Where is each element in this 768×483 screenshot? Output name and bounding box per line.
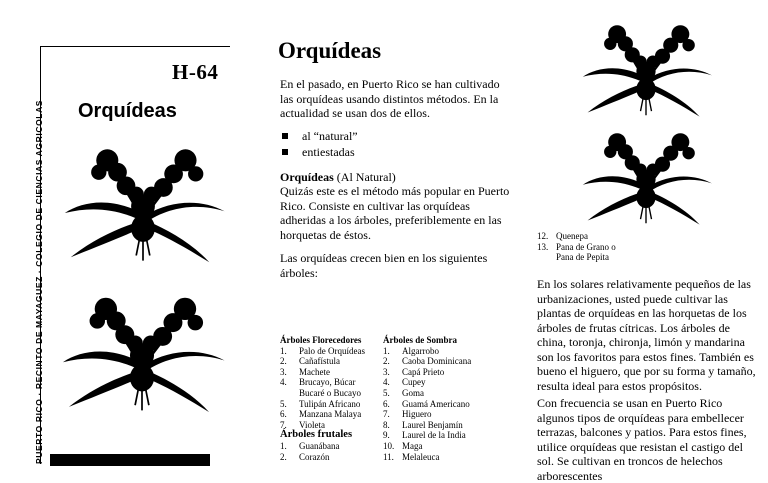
intro-paragraph: En el pasado, en Puerto Rico se han cultivado las orquídeas usando distintos métodos. En la actualidad se usan dos de ellos. [280,77,500,120]
list-heading: Árboles de Sombra [383,335,457,345]
list-item: entiestadas [282,144,358,160]
list-heading: Árboles Florecedores [280,335,362,345]
list-item: 1. Guanábana [280,440,340,451]
list-item: 5. Tulipán Africano [280,398,361,409]
list-item: 9. Laurel de la India [383,430,466,441]
methods-list [282,128,358,160]
list-item: 3. Machete [280,366,330,377]
cover-title: Orquídeas [78,100,177,122]
fruit-trees-list-continued [537,231,616,263]
list-item: 6. Guamá Americano [383,398,470,409]
terraces-paragraph: Con frecuencia se usan en Puerto Rico algunos tipos de orquídeas para embellecer terrazas, balcones y patios. Para estos fines, utilice orquídeas que resistan el castigo del sol. Se cultivan en troncos de helechos arborescentes [537,396,747,483]
orchid-plant-icon [58,126,228,266]
orchid-plant-icon [548,116,744,226]
cover-page [0,38,232,464]
list-item: 4. Brucayo, Búcar [280,377,356,388]
list-item: 10. Maga [383,440,423,451]
flowering-trees-list [280,335,390,462]
list-item: 12. Quenepa [537,231,588,241]
shade-trees-list [383,335,503,462]
list-item: 2. Caoba Dominicana [383,356,472,367]
citrus-trees-paragraph: En los solares relativamente pequeños de las urbanizaciones, usted puede cultivar las plantas de orquídeas en las horquetas de los árboles de frutas cítricas. Los árboles de china, toronja, chironja, limón y mandarina son los favoritos para estos fines. También es bueno el higuero, que por su forma y tamaño, resulta ideal para estos propósitos. [537,277,756,393]
list-item: 6. Manzana Malaya [280,409,362,420]
list-item-continuation: Bucaré o Bucayo [299,387,361,398]
cover-code: H-64 [172,60,219,84]
list-item: 2. Corazón [280,451,330,462]
list-item: 1. Algarrobo [383,345,439,356]
list-item: 11. Melaleuca [383,451,440,462]
orchid-plant-icon [548,8,744,118]
bullet-square-icon [282,133,288,139]
section-subheading: Orquídeas (Al Natural) [280,170,396,184]
list-item: al “natural” [282,128,358,144]
cover-frame-top [40,46,230,47]
page-title: Orquídeas [278,38,382,63]
cover-bottom-bar [50,454,210,466]
cover-side-text: PUERTO RICO · RECINTO DE MAYAGUEZ · COLEGIO DE CIENCIAS AGRICOLAS [34,99,44,464]
list-item: 7. Violeta [280,419,325,430]
list-item: 8. Laurel Benjamín [383,419,463,430]
trees-intro-paragraph: Las orquídeas crecen bien en los siguientes árboles: [280,251,488,280]
list-item: 5. Goma [383,387,424,398]
orchid-plant-icon [56,270,228,420]
list-item: 4. Cupey [383,377,426,388]
bullet-square-icon [282,149,288,155]
list-item: 1. Palo de Orquídeas [280,345,365,356]
natural-method-paragraph: Quizás este es el método más popular en Puerto Rico. Consiste en cultivar las orquídeas adheridas a los árboles, preferiblemente en las horquetas de éstos. [280,184,510,242]
list-item: 13. Pana de Grano o [537,241,616,252]
list-item: 3. Capá Prieto [383,366,445,377]
list-heading: Árboles frutales [280,429,353,441]
list-item: 2. Cañafístula [280,356,340,367]
list-item: 7. Higuero [383,409,432,420]
list-item-continuation: Pana de Pepita [556,252,609,263]
